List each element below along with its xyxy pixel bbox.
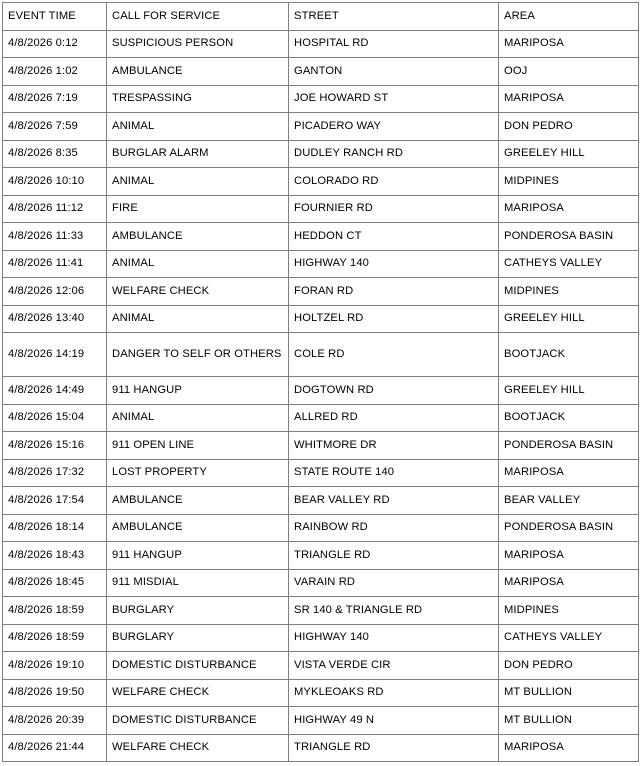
cell-area: MT BULLION — [499, 679, 639, 707]
cell-area: MT BULLION — [499, 707, 639, 735]
cell-call-for-service: TRESPASSING — [107, 85, 289, 113]
cell-event-time: 4/8/2026 7:59 — [3, 113, 107, 141]
cell-area: MARIPOSA — [499, 30, 639, 58]
table-row — [3, 140, 639, 168]
cell-area: GREELEY HILL — [499, 377, 639, 405]
cell-call-for-service: AMBULANCE — [107, 487, 289, 515]
table-row — [3, 487, 639, 515]
cell-area: GREELEY HILL — [499, 305, 639, 333]
cell-street: HOLTZEL RD — [289, 305, 499, 333]
cell-street: HIGHWAY 140 — [289, 624, 499, 652]
cell-street: HOSPITAL RD — [289, 30, 499, 58]
cell-event-time: 4/8/2026 14:19 — [3, 333, 107, 377]
cell-street: HEDDON CT — [289, 223, 499, 251]
cell-call-for-service: LOST PROPERTY — [107, 459, 289, 487]
cell-call-for-service: ANIMAL — [107, 404, 289, 432]
cell-street: VISTA VERDE CIR — [289, 652, 499, 680]
cell-area: MIDPINES — [499, 597, 639, 625]
cell-street: HIGHWAY 49 N — [289, 707, 499, 735]
table-row — [3, 168, 639, 196]
table-row — [3, 305, 639, 333]
cell-area: MIDPINES — [499, 278, 639, 306]
cell-street: COLORADO RD — [289, 168, 499, 196]
cell-event-time: 4/8/2026 11:41 — [3, 250, 107, 278]
cell-call-for-service: ANIMAL — [107, 168, 289, 196]
call-for-service-table — [2, 2, 639, 762]
cell-area: MARIPOSA — [499, 542, 639, 570]
table-row — [3, 459, 639, 487]
cell-street: JOE HOWARD ST — [289, 85, 499, 113]
table-row — [3, 404, 639, 432]
table-row — [3, 377, 639, 405]
cell-event-time: 4/8/2026 18:59 — [3, 624, 107, 652]
table-row — [3, 195, 639, 223]
table-row — [3, 113, 639, 141]
cell-call-for-service: AMBULANCE — [107, 223, 289, 251]
cell-event-time: 4/8/2026 18:45 — [3, 569, 107, 597]
cell-call-for-service: DOMESTIC DISTURBANCE — [107, 707, 289, 735]
cell-event-time: 4/8/2026 18:14 — [3, 514, 107, 542]
cell-street: MYKLEOAKS RD — [289, 679, 499, 707]
cell-street: COLE RD — [289, 333, 499, 377]
cell-call-for-service: SUSPICIOUS PERSON — [107, 30, 289, 58]
table-row — [3, 58, 639, 86]
cell-street: TRIANGLE RD — [289, 734, 499, 762]
cell-event-time: 4/8/2026 10:10 — [3, 168, 107, 196]
table-row — [3, 707, 639, 735]
cell-area: MARIPOSA — [499, 195, 639, 223]
cell-event-time: 4/8/2026 19:10 — [3, 652, 107, 680]
cell-call-for-service: BURGLARY — [107, 624, 289, 652]
cell-street: RAINBOW RD — [289, 514, 499, 542]
cell-area: BOOTJACK — [499, 333, 639, 377]
cell-call-for-service: BURGLARY — [107, 597, 289, 625]
cell-event-time: 4/8/2026 7:19 — [3, 85, 107, 113]
table-row — [3, 569, 639, 597]
cell-area: MARIPOSA — [499, 85, 639, 113]
cell-street: DOGTOWN RD — [289, 377, 499, 405]
cell-street: FOURNIER RD — [289, 195, 499, 223]
cell-area: GREELEY HILL — [499, 140, 639, 168]
table-row — [3, 624, 639, 652]
cell-call-for-service: ANIMAL — [107, 113, 289, 141]
cell-event-time: 4/8/2026 14:49 — [3, 377, 107, 405]
cell-area: BOOTJACK — [499, 404, 639, 432]
cell-area: DON PEDRO — [499, 652, 639, 680]
column-header-event-time: EVENT TIME — [3, 3, 107, 31]
cell-street: HIGHWAY 140 — [289, 250, 499, 278]
cell-call-for-service: AMBULANCE — [107, 514, 289, 542]
cell-area: CATHEYS VALLEY — [499, 250, 639, 278]
cell-street: PICADERO WAY — [289, 113, 499, 141]
table-row — [3, 652, 639, 680]
cell-call-for-service: 911 HANGUP — [107, 377, 289, 405]
cell-event-time: 4/8/2026 17:54 — [3, 487, 107, 515]
cell-street: STATE ROUTE 140 — [289, 459, 499, 487]
cell-area: MARIPOSA — [499, 734, 639, 762]
cell-call-for-service: ANIMAL — [107, 250, 289, 278]
cell-street: SR 140 & TRIANGLE RD — [289, 597, 499, 625]
table-row — [3, 734, 639, 762]
table-row — [3, 432, 639, 460]
cell-event-time: 4/8/2026 21:44 — [3, 734, 107, 762]
cell-event-time: 4/8/2026 8:35 — [3, 140, 107, 168]
cell-call-for-service: ANIMAL — [107, 305, 289, 333]
table-row — [3, 85, 639, 113]
cell-street: FORAN RD — [289, 278, 499, 306]
cell-call-for-service: 911 MISDIAL — [107, 569, 289, 597]
cell-event-time: 4/8/2026 17:32 — [3, 459, 107, 487]
table-row — [3, 223, 639, 251]
cell-call-for-service: 911 OPEN LINE — [107, 432, 289, 460]
table-row — [3, 278, 639, 306]
cell-area: MARIPOSA — [499, 459, 639, 487]
cell-call-for-service: BURGLAR ALARM — [107, 140, 289, 168]
cell-street: DUDLEY RANCH RD — [289, 140, 499, 168]
table-header — [3, 3, 639, 31]
table-row — [3, 542, 639, 570]
cell-event-time: 4/8/2026 12:06 — [3, 278, 107, 306]
cell-event-time: 4/8/2026 0:12 — [3, 30, 107, 58]
table-header-row — [3, 3, 639, 31]
cell-event-time: 4/8/2026 15:16 — [3, 432, 107, 460]
table-row — [3, 30, 639, 58]
table-row — [3, 679, 639, 707]
cell-street: ALLRED RD — [289, 404, 499, 432]
cell-area: MIDPINES — [499, 168, 639, 196]
cell-call-for-service: 911 HANGUP — [107, 542, 289, 570]
cell-area: DON PEDRO — [499, 113, 639, 141]
cell-call-for-service: DOMESTIC DISTURBANCE — [107, 652, 289, 680]
cell-area: OOJ — [499, 58, 639, 86]
cell-event-time: 4/8/2026 13:40 — [3, 305, 107, 333]
column-header-call-for-service: CALL FOR SERVICE — [107, 3, 289, 31]
cell-event-time: 4/8/2026 19:50 — [3, 679, 107, 707]
cell-area: CATHEYS VALLEY — [499, 624, 639, 652]
table-row — [3, 333, 639, 377]
cell-area: BEAR VALLEY — [499, 487, 639, 515]
cell-call-for-service: FIRE — [107, 195, 289, 223]
cell-area: PONDEROSA BASIN — [499, 432, 639, 460]
cell-call-for-service: WELFARE CHECK — [107, 278, 289, 306]
column-header-area: AREA — [499, 3, 639, 31]
cell-event-time: 4/8/2026 18:59 — [3, 597, 107, 625]
cell-street: WHITMORE DR — [289, 432, 499, 460]
cell-event-time: 4/8/2026 11:12 — [3, 195, 107, 223]
cell-event-time: 4/8/2026 20:39 — [3, 707, 107, 735]
cell-area: MARIPOSA — [499, 569, 639, 597]
cell-street: BEAR VALLEY RD — [289, 487, 499, 515]
column-header-street: STREET — [289, 3, 499, 31]
cell-street: TRIANGLE RD — [289, 542, 499, 570]
cell-event-time: 4/8/2026 1:02 — [3, 58, 107, 86]
cell-area: PONDEROSA BASIN — [499, 223, 639, 251]
cell-street: GANTON — [289, 58, 499, 86]
table-row — [3, 250, 639, 278]
cell-call-for-service: AMBULANCE — [107, 58, 289, 86]
cell-event-time: 4/8/2026 15:04 — [3, 404, 107, 432]
table-row — [3, 514, 639, 542]
cell-area: PONDEROSA BASIN — [499, 514, 639, 542]
table-row — [3, 597, 639, 625]
cell-event-time: 4/8/2026 11:33 — [3, 223, 107, 251]
cell-call-for-service: DANGER TO SELF OR OTHERS — [107, 333, 289, 377]
cell-street: VARAIN RD — [289, 569, 499, 597]
cell-call-for-service: WELFARE CHECK — [107, 734, 289, 762]
cell-event-time: 4/8/2026 18:43 — [3, 542, 107, 570]
cell-call-for-service: WELFARE CHECK — [107, 679, 289, 707]
table-body — [3, 30, 639, 762]
